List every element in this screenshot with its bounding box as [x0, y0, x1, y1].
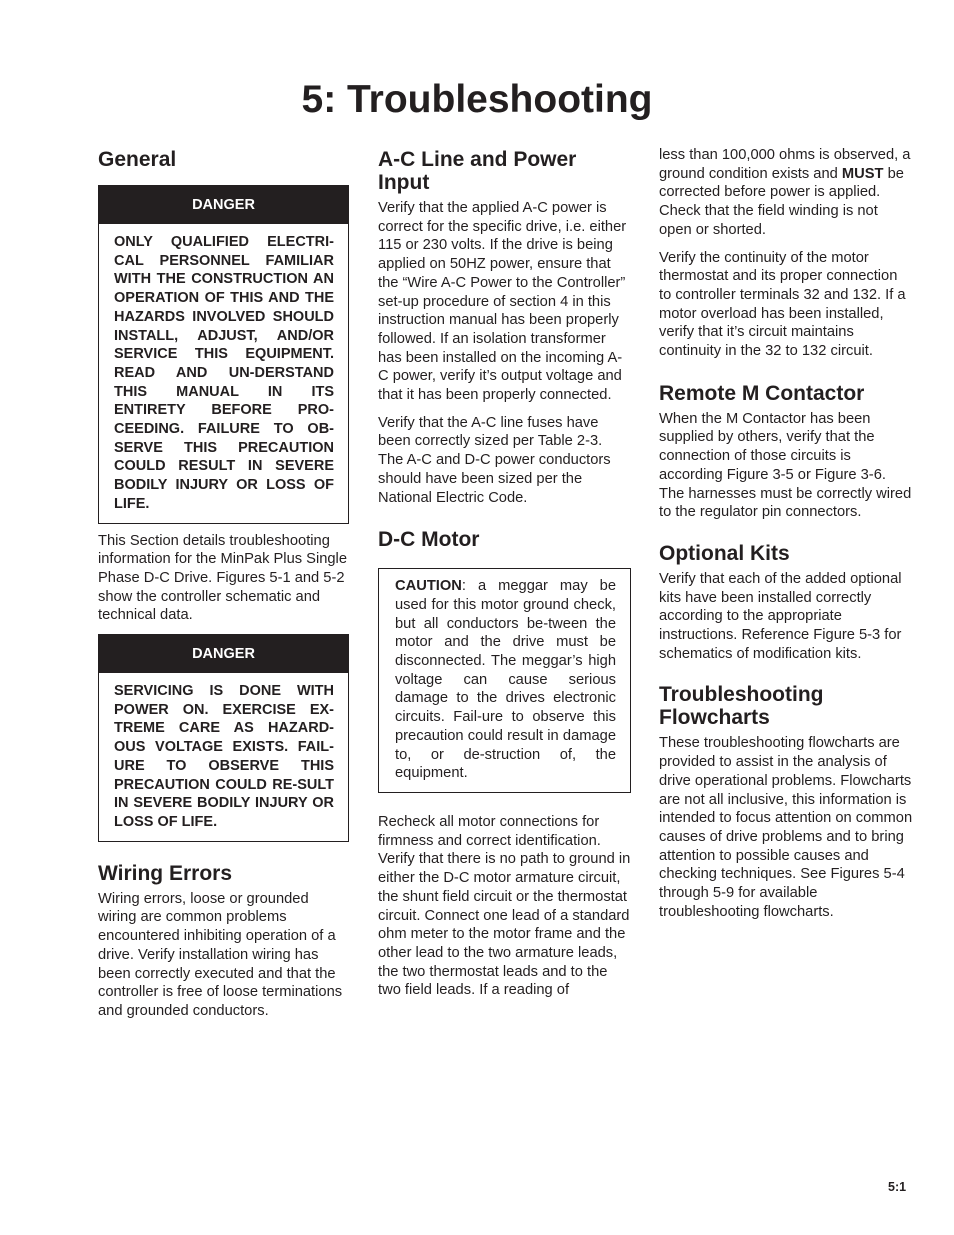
caution-box — [378, 568, 631, 793]
troubleshooting-flowcharts-paragraph: These troubleshooting flowcharts are provided to assist in the analysis of drive operational problems. Flowcharts are not all inclusive, this information is intended to focus attention on common causes of drive problems and to bring attention to possible causes and checking techniques. See Figures 5-4 through 5-9 for available troubleshooting flowcharts. — [659, 735, 913, 920]
text-fragment: be corrected before power is applied. Check that the field winding is not open or shorted. — [659, 165, 904, 238]
ac-line-paragraph-1: Verify that the applied A-C power is correct for the specific drive, i.e. either 115 or 230 volts. If the drive is being applied on 50HZ power, ensure that the “Wire A-C Power to the Controller” set-up procedure of section 4 in this instruction manual has been properly followed. If an isolation transformer has been installed on the incoming A-C power, verify it’s output voltage and that it has been properly connected. — [378, 200, 627, 404]
general-paragraph: This Section details troubleshooting information for the MinPak Plus Single Phase D-C Drive. Figures 5-1 and 5-2 show the controller schematic and technical data. — [98, 532, 347, 624]
optional-kits-heading: Optional Kits — [659, 541, 790, 565]
must-emphasis: MUST — [841, 165, 884, 182]
danger-box-header: DANGER — [99, 635, 348, 673]
danger-box-header: DANGER — [99, 186, 348, 224]
column-2 — [378, 146, 631, 1000]
danger-box-qualified-personnel — [98, 185, 349, 524]
ac-line-paragraph-2: Verify that the A-C line fuses have been correctly sized per Table 2-3. The A-C and D-C power conductors should have been sized per the National Electric Code. — [378, 414, 611, 506]
danger-box-servicing — [98, 634, 349, 842]
thermostat-paragraph: Verify the continuity of the motor thermostat and its proper connection to controller terminals 32 and 132. If a motor overload has been installed, verify that it’s circuit maintains continuity in the 32 to 132 circuit. — [659, 249, 906, 360]
danger-box-text: ONLY QUALIFIED ELECTRI-CAL PERSONNEL FAMILIAR WITH THE CONSTRUCTION AN OPERATION OF THIS AND THE HAZARDS INVOLVED SHOULD INSTALL, ADJUST, AND/OR SERVICE THIS EQUIPMENT. READ AND UN-DERSTAND THIS MANUAL IN ITS ENTIRETY BEFORE PRO-CEEDING. FAILURE TO OB-SERVE THIS PRECAUTION COULD RESULT IN SEVERE BODILY INJURY OR LOSS OF LIFE. — [114, 234, 334, 512]
wiring-errors-heading: Wiring Errors — [98, 861, 232, 885]
wiring-errors-paragraph: Wiring errors, loose or grounded wiring are common problems encountered inhibiting operation of a drive. Verify installation wiring has been correctly executed and that the controller is free of loose terminations and grounded conductors. — [98, 890, 343, 1019]
ground-check-continued-paragraph — [659, 146, 913, 240]
danger-box-text: SERVICING IS DONE WITH POWER ON. EXERCISE EX-TREME CARE AS HAZARD-OUS VOLTAGE EXISTS. FAIL-URE TO OBSERVE THIS PRECAUTION COULD RE-SULT IN SEVERE BODILY INJURY OR LOSS OF LIFE. — [114, 683, 334, 830]
general-heading: General — [98, 148, 177, 171]
troubleshooting-flowcharts-heading: Troubleshooting Flowcharts — [659, 683, 824, 730]
text-fragment: less than 100,000 ohms is observed, a ground condition exists and — [659, 147, 911, 182]
page-title: 5: Troubleshooting — [301, 78, 653, 121]
caution-text: : a meggar may be used for this motor ground check, but all conductors be-tween the motor and the drive must be disconnected. The meggar’s high voltage can cause serious damage to the drives electronic circuits. Fail-ure to observe this precaution could result in damage to, or de-struction of, the equipment. — [395, 578, 616, 782]
page-number: 5:1 — [888, 1180, 907, 1194]
dc-motor-heading: D-C Motor — [378, 528, 480, 552]
column-1 — [98, 146, 349, 1021]
dc-motor-paragraph: Recheck all motor connections for firmness and correct identification. Verify that there is no path to ground in either the D-C motor armature circuit, the shunt field circuit or the thermostat circuit. Connect one lead of a standard ohm meter to the motor frame and the other lead to the two armature leads, the two thermostat leads and to the two field leads. If a reading of — [378, 813, 631, 999]
caution-label: CAUTION — [395, 578, 462, 595]
ac-line-heading: A-C Line and Power Input — [378, 148, 577, 194]
remote-m-contactor-paragraph: When the M Contactor has been supplied by others, verify that the connection of those circuits is according Figure 3-5 or Figure 3-6. The harnesses must be correctly wired to the regulator pin connectors. — [659, 410, 912, 521]
optional-kits-paragraph: Verify that each of the added optional kits have been installed correctly according to the appropriate instructions. Reference Figure 5-3 for schematics of modification kits. — [659, 570, 902, 662]
column-3 — [659, 146, 913, 922]
remote-m-contactor-heading: Remote M Contactor — [659, 381, 865, 405]
